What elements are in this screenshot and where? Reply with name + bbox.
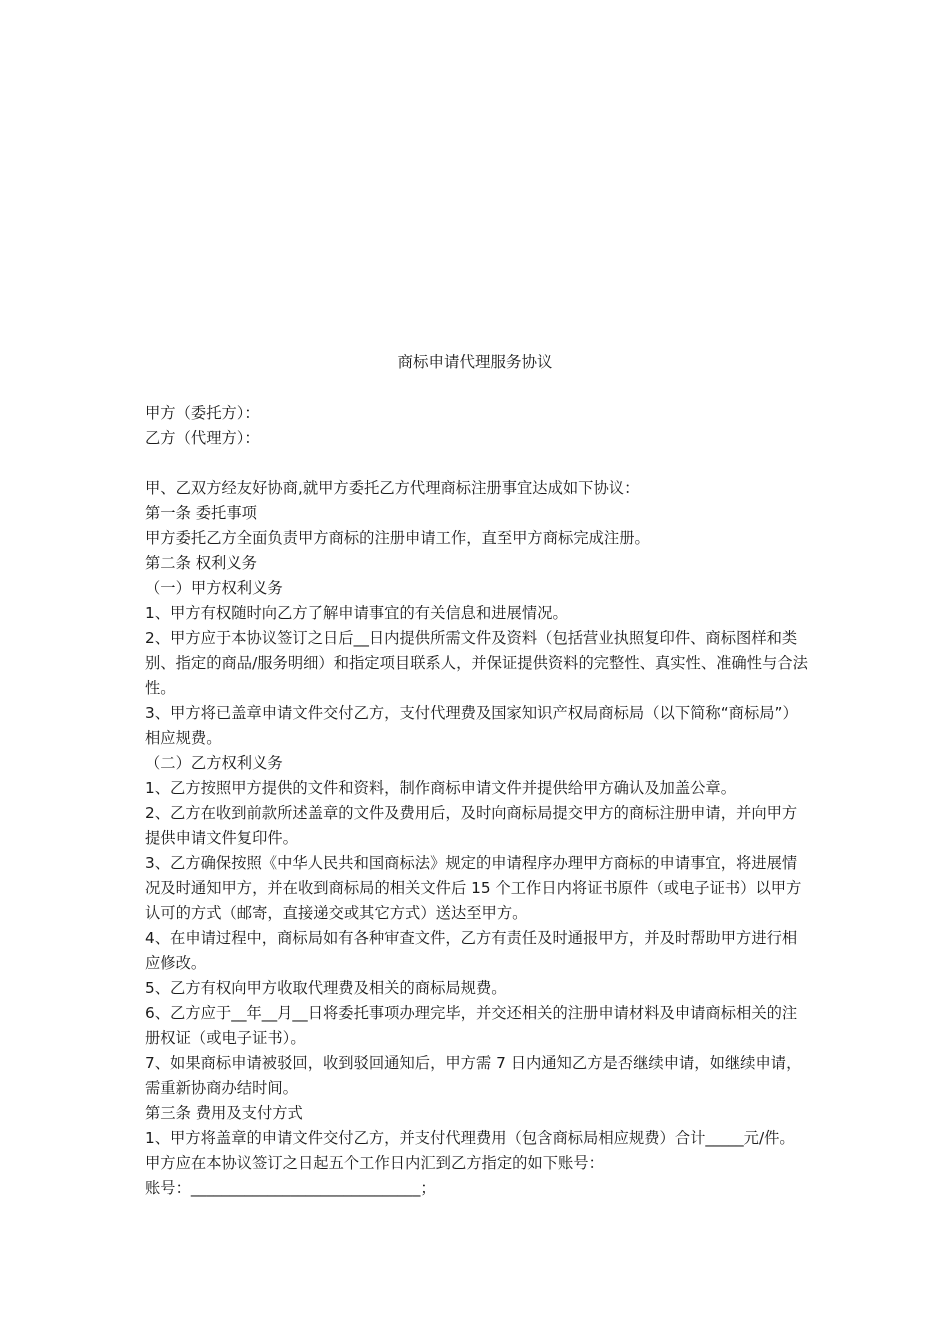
party-a-clause-1: 1、甲方有权随时向乙方了解申请事宜的有关信息和进展情况。 xyxy=(145,604,568,622)
party-b-clause-2: 2、乙方在收到前款所述盖章的文件及费用后，及时向商标局提交甲方的商标注册申请，并向甲方提供申请文件复印件。 xyxy=(145,804,798,847)
fee-clause-1: 1、甲方将盖章的申请文件交付乙方，并支付代理费用（包含商标局相应规费）合计_____元/件。 xyxy=(145,1129,795,1147)
article-1-heading: 第一条 委托事项 xyxy=(145,504,257,522)
document-title: 商标申请代理服务协议 xyxy=(397,353,553,371)
party-b-clause-6: 6、乙方应于__年__月__日将委托事项办理完毕，并交还相关的注册申请材料及申请商标相关的注册权证（或电子证书）。 xyxy=(145,1004,798,1047)
party-a-clause-2: 2、甲方应于本协议签订之日后__日内提供所需文件及资料（包括营业执照复印件、商标图样和类别、指定的商品/服务明细）和指定项目联系人，并保证提供资料的完整性、真实性、准确性与合法性。 xyxy=(145,629,808,697)
party-b-clause-3: 3、乙方确保按照《中华人民共和国商标法》规定的申请程序办理甲方商标的申请事宜，将进展情况及时通知甲方，并在收到商标局的相关文件后 15 个工作日内将证书原件（或电子证书）以甲方认可的方式（邮寄，直接递交或其它方式）送达至甲方。 xyxy=(145,854,802,922)
party-b-clause-5: 5、乙方有权向甲方收取代理费及相关的商标局规费。 xyxy=(145,979,507,997)
article-3-heading: 第三条 费用及支付方式 xyxy=(145,1104,303,1122)
party-a-clause-3: 3、甲方将已盖章申请文件交付乙方，支付代理费及国家知识产权局商标局（以下简称“商标局”）相应规费。 xyxy=(145,704,798,747)
account-line: 账号：______________________________； xyxy=(145,1179,436,1197)
article-2-subheading-b: （二）乙方权利义务 xyxy=(145,754,283,772)
document-body xyxy=(145,401,810,1201)
party-a-line: 甲方（委托方）： xyxy=(145,404,260,422)
article-2-subheading-a: （一）甲方权利义务 xyxy=(145,579,283,597)
party-b-clause-4: 4、在申请过程中，商标局如有各种审查文件，乙方有责任及时通报甲方，并及时帮助甲方进行相应修改。 xyxy=(145,929,798,972)
article-1-text: 甲方委托乙方全面负责甲方商标的注册申请工作，直至甲方商标完成注册。 xyxy=(145,529,650,547)
article-2-heading: 第二条 权利义务 xyxy=(145,554,257,572)
payment-term: 甲方应在本协议签订之日起五个工作日内汇到乙方指定的如下账号： xyxy=(145,1154,604,1172)
party-b-clause-7: 7、如果商标申请被驳回，收到驳回通知后，甲方需 7 日内通知乙方是否继续申请，如继续申请，需重新协商办结时间。 xyxy=(145,1054,802,1097)
spacer xyxy=(145,451,810,476)
party-b-line: 乙方（代理方）： xyxy=(145,429,260,447)
intro-paragraph: 甲、乙双方经友好协商,就甲方委托乙方代理商标注册事宜达成如下协议： xyxy=(145,479,640,497)
party-b-clause-1: 1、乙方按照甲方提供的文件和资料，制作商标申请文件并提供给甲方确认及加盖公章。 xyxy=(145,779,737,797)
